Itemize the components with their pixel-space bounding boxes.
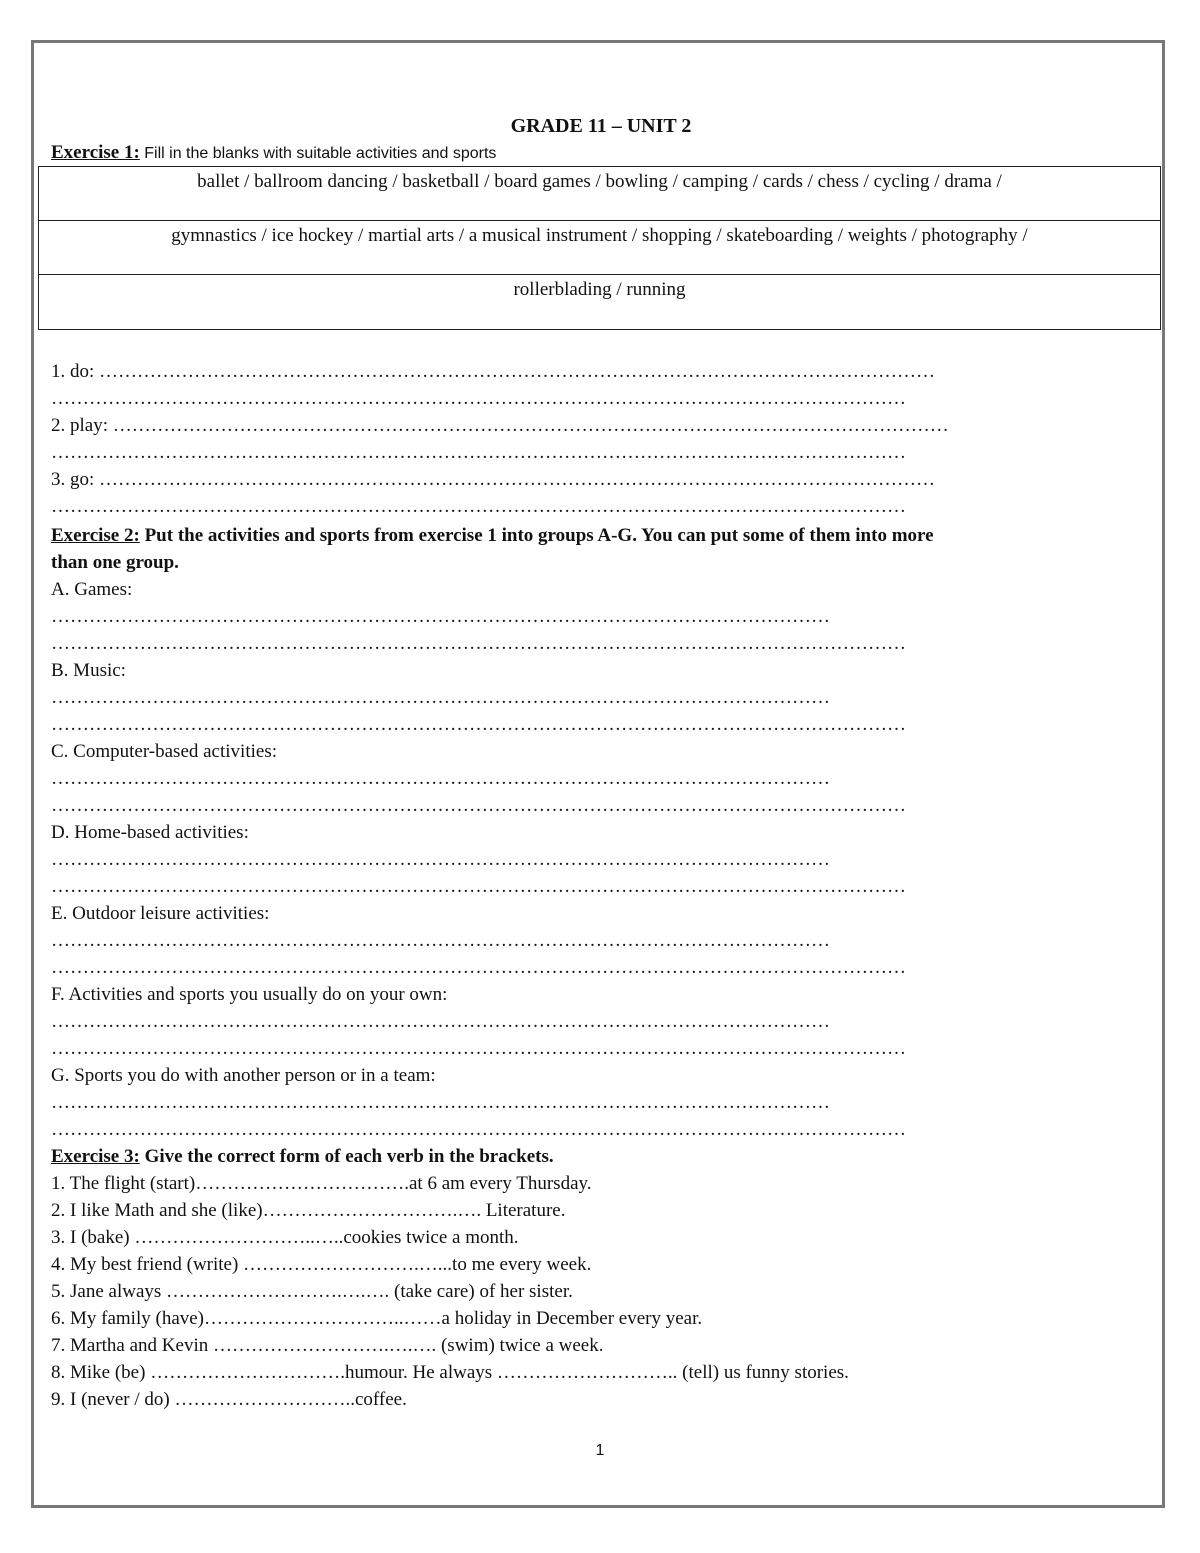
exercise-3-label: Exercise 3:	[51, 1146, 140, 1167]
exercise-1-instruction: Fill in the blanks with suitable activities and sports	[139, 145, 497, 162]
answer-line: ………………………………………………………………………………………………………………………	[51, 388, 906, 409]
verb-item-9: 9. I (never / do) ………………………..coffee.	[51, 1389, 407, 1410]
group-b-label: B. Music:	[51, 660, 126, 681]
group-e-label: E. Outdoor leisure activities:	[51, 903, 270, 924]
exercise-2-groups	[51, 576, 1151, 1143]
verb-item-2: 2. I like Math and she (like)………………………….…. Literature.	[51, 1200, 566, 1221]
answer-line: ……………………………………………………………………………………………………………	[51, 1011, 830, 1032]
exercise-2-instruction: Put the activities and sports from exercise 1 into groups A-G. You can put some of them into more	[139, 525, 934, 546]
word-bank-row: ballet / ballroom dancing / basketball / board games / bowling / camping / cards / chess / cycling / drama /	[39, 167, 1160, 221]
answer-line-go: 3. go: ……………………………………………………………………………………………………………………	[51, 469, 936, 490]
group-g-label: G. Sports you do with another person or in a team:	[51, 1065, 436, 1086]
verb-item-4: 4. My best friend (write) ……………………….…...to me every week.	[51, 1254, 592, 1275]
verb-item-6: 6. My family (have)…………………………..……a holiday in December every year.	[51, 1308, 703, 1329]
answer-line-do: 1. do: ……………………………………………………………………………………………………………………	[51, 361, 936, 382]
answer-line: ………………………………………………………………………………………………………………………	[51, 496, 906, 517]
group-c-label: C. Computer-based activities:	[51, 741, 277, 762]
answer-line: ………………………………………………………………………………………………………………………	[51, 1119, 906, 1140]
verb-item-8: 8. Mike (be) ………………………….humour. He always ……………………….. (tell) us funny stories.	[51, 1362, 849, 1383]
answer-line: ……………………………………………………………………………………………………………	[51, 687, 830, 708]
verb-item-7: 7. Martha and Kevin ……………………….….…. (swim) twice a week.	[51, 1335, 604, 1356]
answer-line: ………………………………………………………………………………………………………………………	[51, 957, 906, 978]
exercise-3-heading	[51, 1143, 1151, 1170]
exercise-2-label: Exercise 2:	[51, 525, 140, 546]
exercise-1-heading	[51, 142, 1151, 165]
exercise-2-heading	[51, 522, 1151, 576]
group-a-label: A. Games:	[51, 579, 133, 600]
word-bank-table	[38, 166, 1161, 330]
answer-line: ………………………………………………………………………………………………………………………	[51, 1038, 906, 1059]
word-bank-row: rollerblading / running	[513, 279, 686, 300]
answer-line: ………………………………………………………………………………………………………………………	[51, 442, 906, 463]
answer-line: ……………………………………………………………………………………………………………	[51, 930, 830, 951]
answer-line: ………………………………………………………………………………………………………………………	[51, 876, 906, 897]
answer-line: ……………………………………………………………………………………………………………	[51, 849, 830, 870]
answer-line: ……………………………………………………………………………………………………………	[51, 768, 830, 789]
page-title: GRADE 11 – UNIT 2	[510, 115, 692, 137]
page-number: 1	[595, 1442, 605, 1459]
group-f-label: F. Activities and sports you usually do on your own:	[51, 984, 448, 1005]
word-bank-row: gymnastics / ice hockey / martial arts / a musical instrument / shopping / skateboarding / weights / photography /	[39, 221, 1160, 275]
exercise-3	[51, 1143, 1151, 1413]
answer-line: ………………………………………………………………………………………………………………………	[51, 714, 906, 735]
worksheet-content	[51, 115, 1151, 1413]
answer-line: ……………………………………………………………………………………………………………	[51, 606, 830, 627]
group-d-label: D. Home-based activities:	[51, 822, 249, 843]
verb-item-5: 5. Jane always ……………………….….…. (take care) of her sister.	[51, 1281, 573, 1302]
answer-line: ……………………………………………………………………………………………………………	[51, 1092, 830, 1113]
exercise-2-instruction-cont: than one group.	[51, 552, 179, 573]
verb-item-1: 1. The flight (start)…………………………….at 6 am every Thursday.	[51, 1173, 592, 1194]
exercise-1-answer-lines	[51, 358, 1151, 520]
answer-line: ………………………………………………………………………………………………………………………	[51, 795, 906, 816]
exercise-3-instruction: Give the correct form of each verb in the brackets.	[139, 1146, 554, 1167]
verb-item-3: 3. I (bake) ………………………..…..cookies twice a month.	[51, 1227, 519, 1248]
exercise-1-label: Exercise 1:	[51, 142, 140, 163]
answer-line-play: 2. play: ……………………………………………………………………………………………………………………	[51, 415, 949, 436]
answer-line: ………………………………………………………………………………………………………………………	[51, 633, 906, 654]
